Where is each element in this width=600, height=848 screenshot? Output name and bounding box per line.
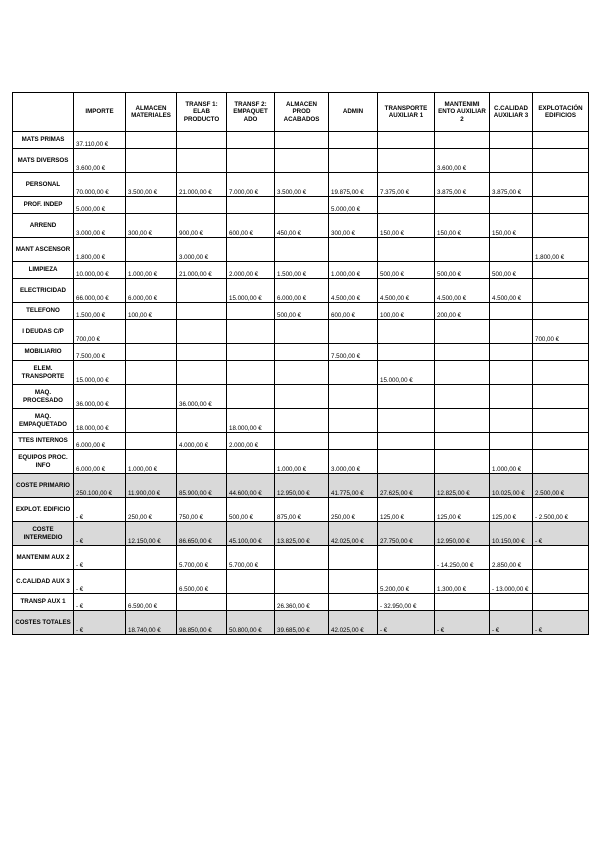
value-cell: 21.000,00 € [177,262,227,279]
value-cell: 6.500,00 € [177,570,227,594]
value-cell: 10.000,00 € [74,262,126,279]
value-cell: 6.000,00 € [74,433,126,450]
value-cell: 3.875,00 € [490,173,533,197]
value-cell [275,320,329,344]
value-cell [126,320,177,344]
value-cell: 1.800,00 € [533,238,589,262]
table-row [13,320,589,344]
value-cell: 1.000,00 € [275,450,329,474]
row-label: MANTENIM AUX 2 [13,546,74,570]
value-cell: 3.875,00 € [435,173,490,197]
value-cell [435,594,490,611]
value-cell [329,594,378,611]
value-cell [378,450,435,474]
table-row [13,498,589,522]
table-row [13,132,589,149]
value-cell [533,546,589,570]
value-cell [227,385,275,409]
value-cell: 1.000,00 € [126,450,177,474]
value-cell: 200,00 € [435,303,490,320]
table-row [13,279,589,303]
value-cell: 500,00 € [490,262,533,279]
value-cell: 125,00 € [435,498,490,522]
value-cell [533,409,589,433]
value-cell: 5.000,00 € [74,197,126,214]
value-cell [378,197,435,214]
value-cell [275,149,329,173]
value-cell [227,450,275,474]
value-cell: - € [435,611,490,635]
value-cell: 125,00 € [378,498,435,522]
column-header: ADMIN [329,93,378,132]
row-label: PERSONAL [13,173,74,197]
value-cell: 500,00 € [378,262,435,279]
value-cell: - € [533,611,589,635]
value-cell: 19.875,00 € [329,173,378,197]
value-cell: 100,00 € [126,303,177,320]
value-cell: 100,00 € [378,303,435,320]
value-cell [435,320,490,344]
value-cell: 27.750,00 € [378,522,435,546]
column-header: EXPLOTACIÓN EDIFICIOS [533,93,589,132]
value-cell: 18.000,00 € [227,409,275,433]
row-label: TRANSP AUX 1 [13,594,74,611]
value-cell: 875,00 € [275,498,329,522]
table-row [13,594,589,611]
value-cell [227,570,275,594]
table-row [13,570,589,594]
row-label: MOBILIARIO [13,344,74,361]
value-cell: 36.000,00 € [74,385,126,409]
value-cell [533,132,589,149]
table-row [13,433,589,450]
value-cell: 150,00 € [435,214,490,238]
value-cell [329,433,378,450]
table-row [13,546,589,570]
value-cell [275,570,329,594]
value-cell: 250.100,00 € [74,474,126,498]
value-cell [533,594,589,611]
value-cell [533,385,589,409]
value-cell: 4.500,00 € [329,279,378,303]
value-cell [177,279,227,303]
value-cell [329,238,378,262]
row-label: MANT ASCENSOR [13,238,74,262]
value-cell [275,197,329,214]
value-cell: - € [74,522,126,546]
value-cell: 7.500,00 € [74,344,126,361]
row-label: ELEM. TRANSPORTE [13,361,74,385]
table-row [13,238,589,262]
value-cell [435,433,490,450]
value-cell [329,149,378,173]
value-cell: 7.000,00 € [227,173,275,197]
value-cell [378,344,435,361]
value-cell [177,361,227,385]
value-cell [378,238,435,262]
value-cell [533,149,589,173]
value-cell: 41.775,00 € [329,474,378,498]
value-cell [533,570,589,594]
value-cell [378,385,435,409]
value-cell: 3.500,00 € [126,173,177,197]
table-row [13,361,589,385]
value-cell: 1.500,00 € [275,262,329,279]
row-label: MATS PRIMAS [13,132,74,149]
table-row [13,522,589,546]
value-cell [177,409,227,433]
value-cell: 4.500,00 € [378,279,435,303]
value-cell [126,546,177,570]
table-row [13,385,589,409]
value-cell: 1.800,00 € [74,238,126,262]
value-cell [177,320,227,344]
value-cell [378,132,435,149]
value-cell: 750,00 € [177,498,227,522]
value-cell: 10.025,00 € [490,474,533,498]
value-cell: 500,00 € [435,262,490,279]
value-cell [490,361,533,385]
value-cell [177,450,227,474]
value-cell [490,433,533,450]
value-cell: 150,00 € [490,214,533,238]
row-label: TELEFONO [13,303,74,320]
row-label: LIMPIEZA [13,262,74,279]
value-cell: 15.000,00 € [378,361,435,385]
row-label: C.CALIDAD AUX 3 [13,570,74,594]
value-cell [329,409,378,433]
value-cell [490,149,533,173]
value-cell [126,149,177,173]
value-cell [435,197,490,214]
row-label: TTES INTERNOS [13,433,74,450]
table-body [13,132,589,635]
value-cell [533,450,589,474]
value-cell: 13.825,00 € [275,522,329,546]
value-cell: 11.900,00 € [126,474,177,498]
row-label: PROF. INDEP [13,197,74,214]
value-cell [490,132,533,149]
value-cell: 15.000,00 € [74,361,126,385]
row-label: EXPLOT. EDIFICIO [13,498,74,522]
value-cell: 300,00 € [126,214,177,238]
value-cell [275,132,329,149]
table-row [13,474,589,498]
column-header: TRANSPORTE AUXILIAR 1 [378,93,435,132]
value-cell: 26.360,00 € [275,594,329,611]
value-cell [533,173,589,197]
value-cell: 6.590,00 € [126,594,177,611]
value-cell: - 32.950,00 € [378,594,435,611]
value-cell: - 2.500,00 € [533,498,589,522]
value-cell: - € [533,522,589,546]
table-row [13,344,589,361]
value-cell [275,433,329,450]
value-cell: 1.000,00 € [329,262,378,279]
value-cell: 300,00 € [329,214,378,238]
value-cell: - 14.250,00 € [435,546,490,570]
value-cell: - € [74,546,126,570]
row-label: COSTE INTERMEDIO [13,522,74,546]
value-cell: 700,00 € [74,320,126,344]
value-cell [490,344,533,361]
value-cell [378,433,435,450]
row-label: ELECTRICIDAD [13,279,74,303]
value-cell: 4.500,00 € [490,279,533,303]
value-cell [177,149,227,173]
value-cell: 7.375,00 € [378,173,435,197]
value-cell: 3.600,00 € [74,149,126,173]
row-label: I DEUDAS C/P [13,320,74,344]
value-cell: - € [490,611,533,635]
value-cell [126,570,177,594]
value-cell: 500,00 € [227,498,275,522]
column-header: MANTENIMI ENTO AUXILIAR 2 [435,93,490,132]
value-cell [227,238,275,262]
value-cell [490,320,533,344]
value-cell [329,361,378,385]
row-label: ARREND [13,214,74,238]
value-cell: 37.110,00 € [74,132,126,149]
table-row [13,214,589,238]
value-cell: 5.700,00 € [227,546,275,570]
value-cell: 3.000,00 € [74,214,126,238]
table-row [13,173,589,197]
value-cell: 6.000,00 € [74,450,126,474]
row-label: MAQ. PROCESADO [13,385,74,409]
value-cell [329,320,378,344]
value-cell [227,344,275,361]
value-cell: 50.800,00 € [227,611,275,635]
value-cell [435,409,490,433]
value-cell: 10.150,00 € [490,522,533,546]
value-cell: 6.000,00 € [126,279,177,303]
value-cell: 125,00 € [490,498,533,522]
value-cell: 2.000,00 € [227,433,275,450]
column-header: C.CALIDAD AUXILIAR 3 [490,93,533,132]
value-cell [533,214,589,238]
value-cell [126,344,177,361]
row-label: MAQ. EMPAQUETADO [13,409,74,433]
value-cell [435,132,490,149]
value-cell [490,409,533,433]
value-cell [126,385,177,409]
value-cell: 36.000,00 € [177,385,227,409]
column-header: IMPORTE [74,93,126,132]
value-cell: 2.850,00 € [490,546,533,570]
value-cell [275,546,329,570]
value-cell: 4.500,00 € [435,279,490,303]
column-header: ALMACEN PROD ACABADOS [275,93,329,132]
value-cell [126,433,177,450]
value-cell [177,594,227,611]
value-cell: 250,00 € [329,498,378,522]
header-corner-cell [13,93,74,132]
value-cell [435,385,490,409]
table-row [13,303,589,320]
value-cell: 900,00 € [177,214,227,238]
value-cell: 85.900,00 € [177,474,227,498]
value-cell [533,361,589,385]
value-cell [533,344,589,361]
value-cell: 5.700,00 € [177,546,227,570]
value-cell: 6.000,00 € [275,279,329,303]
value-cell [227,361,275,385]
value-cell: 5.000,00 € [329,197,378,214]
value-cell [227,320,275,344]
value-cell [329,546,378,570]
value-cell: 500,00 € [275,303,329,320]
value-cell: 45.100,00 € [227,522,275,546]
value-cell: 2.500,00 € [533,474,589,498]
value-cell [227,303,275,320]
value-cell [435,361,490,385]
value-cell: 3.600,00 € [435,149,490,173]
value-cell [275,385,329,409]
value-cell: 450,00 € [275,214,329,238]
value-cell: 15.000,00 € [227,279,275,303]
table-row [13,262,589,279]
value-cell [490,385,533,409]
value-cell: - € [74,594,126,611]
value-cell: 1.000,00 € [126,262,177,279]
value-cell [227,132,275,149]
table-row [13,450,589,474]
value-cell [533,279,589,303]
value-cell [490,197,533,214]
value-cell [490,303,533,320]
value-cell [275,344,329,361]
value-cell [329,385,378,409]
value-cell [378,320,435,344]
value-cell: 39.685,00 € [275,611,329,635]
value-cell: 2.000,00 € [227,262,275,279]
table-row [13,611,589,635]
value-cell [533,303,589,320]
value-cell [227,594,275,611]
column-header: TRANSF 1: ELAB PRODUCTO [177,93,227,132]
value-cell [490,594,533,611]
value-cell: 7.500,00 € [329,344,378,361]
value-cell: - 13.000,00 € [490,570,533,594]
value-cell: 12.150,00 € [126,522,177,546]
value-cell [177,132,227,149]
value-cell: - € [378,611,435,635]
value-cell: 86.650,00 € [177,522,227,546]
table-row [13,197,589,214]
value-cell: 18.740,00 € [126,611,177,635]
value-cell: 44.600,00 € [227,474,275,498]
value-cell [378,409,435,433]
value-cell: 150,00 € [378,214,435,238]
value-cell [177,197,227,214]
value-cell: 1.500,00 € [74,303,126,320]
value-cell [275,238,329,262]
value-cell: 98.850,00 € [177,611,227,635]
value-cell [329,570,378,594]
value-cell: 600,00 € [329,303,378,320]
value-cell [126,238,177,262]
value-cell [275,361,329,385]
value-cell [177,303,227,320]
value-cell: 42.025,00 € [329,522,378,546]
value-cell [533,197,589,214]
value-cell [533,262,589,279]
value-cell: 12.950,00 € [275,474,329,498]
value-cell [227,197,275,214]
cost-allocation-table [12,92,589,635]
value-cell [378,149,435,173]
value-cell [227,149,275,173]
value-cell: 12.950,00 € [435,522,490,546]
value-cell [378,546,435,570]
value-cell: 70.000,00 € [74,173,126,197]
value-cell [126,197,177,214]
value-cell: - € [74,570,126,594]
table-row [13,149,589,173]
value-cell: 1.300,00 € [435,570,490,594]
value-cell: - € [74,611,126,635]
value-cell: 66.000,00 € [74,279,126,303]
value-cell: 21.000,00 € [177,173,227,197]
value-cell: 3.000,00 € [177,238,227,262]
value-cell: 600,00 € [227,214,275,238]
value-cell [329,132,378,149]
value-cell: 250,00 € [126,498,177,522]
value-cell [435,450,490,474]
value-cell [435,238,490,262]
row-label: COSTE PRIMARIO [13,474,74,498]
cost-distribution-sheet [12,92,589,635]
value-cell: 12.825,00 € [435,474,490,498]
row-label: MATS DIVERSOS [13,149,74,173]
value-cell [533,433,589,450]
value-cell: 700,00 € [533,320,589,344]
value-cell: 1.000,00 € [490,450,533,474]
value-cell [177,344,227,361]
value-cell: - € [74,498,126,522]
value-cell: 27.625,00 € [378,474,435,498]
value-cell [126,132,177,149]
value-cell: 42.025,00 € [329,611,378,635]
value-cell: 18.000,00 € [74,409,126,433]
value-cell: 4.000,00 € [177,433,227,450]
row-label: COSTES TOTALES [13,611,74,635]
value-cell [126,409,177,433]
value-cell [275,409,329,433]
column-header: TRANSF 2: EMPAQUET ADO [227,93,275,132]
table-row [13,409,589,433]
value-cell [435,344,490,361]
row-label: EQUIPOS PROC. INFO [13,450,74,474]
column-header: ALMACEN MATERIALES [126,93,177,132]
value-cell: 3.500,00 € [275,173,329,197]
value-cell [126,361,177,385]
value-cell: 3.000,00 € [329,450,378,474]
header-row [13,93,589,132]
value-cell: 5.200,00 € [378,570,435,594]
value-cell [490,238,533,262]
